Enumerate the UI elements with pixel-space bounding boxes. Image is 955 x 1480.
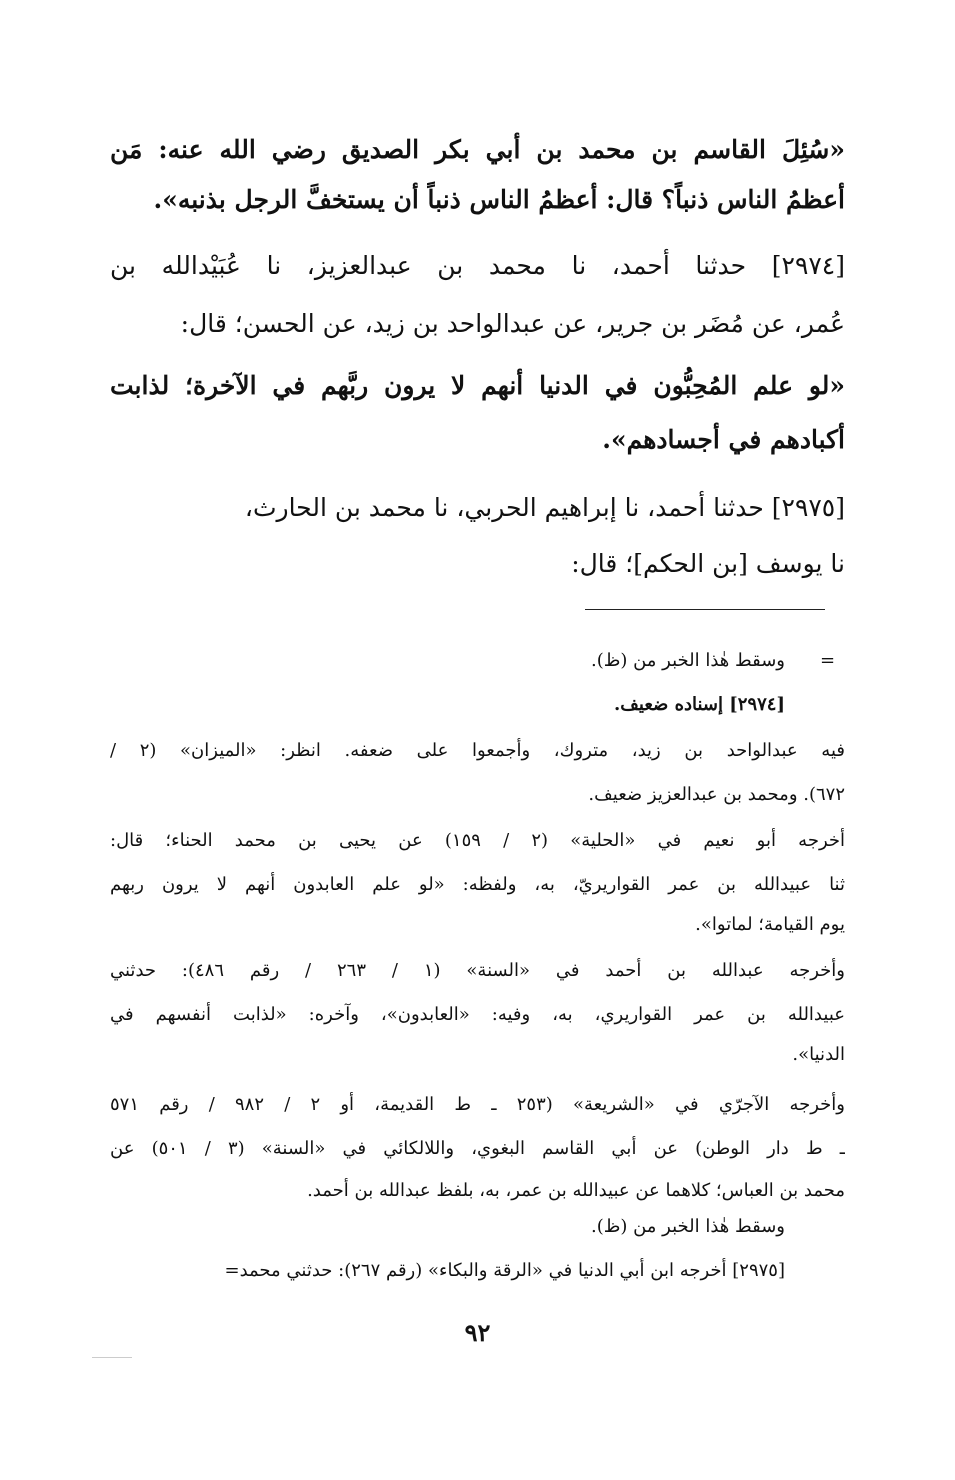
body-line-4: عُمر، عن مُضَر بن جرير، عن عبدالواحد بن زيد، عن الحسن؛ قال: (180, 309, 845, 338)
footnote-line-11: وأخرجه الآجرّي في «الشريعة» (٢٥٣ ـ ط القديمة، أو ٢ / ٩٨٢ / رقم ٥٧١ (110, 1094, 845, 1115)
footnote-line-10: الدنيا». (792, 1044, 845, 1065)
footnote-continuation-mark: = (820, 650, 836, 671)
body-line-5: «لو علم المُحِبُّون في الدنيا أنهم لا يرون ربَّهم في الآخرة؛ لذابت (110, 371, 845, 400)
page-number: ٩٢ (464, 1318, 491, 1347)
footnote-line-13: محمد بن العباس؛ كلاهما عن عبيدالله بن عمر، به، بلفظ عبدالله بن أحمد. (307, 1180, 845, 1201)
footnote-separator (585, 609, 825, 610)
body-line-3: [٢٩٧٤] حدثنا أحمد، نا محمد بن عبدالعزيز، نا عُبَيْدالله بن (110, 251, 845, 280)
footnote-line-12: ـ ط دار الوطن) عن أبي القاسم البغوي، واللالكائي في «السنة» (٣ / ٥٠١) عن (110, 1138, 845, 1159)
footnote-line-4: ٦٧٢). ومحمد بن عبدالعزيز ضعيف. (588, 784, 845, 805)
footnote-line-1: وسقط هٰذا الخبر من (ظ). (590, 650, 785, 671)
footnote-line-15: [٢٩٧٥] أخرجه ابن أبي الدنيا في «الرقة والبكاء» (رقم ٢٦٧): حدثني محمد= (224, 1260, 785, 1281)
body-line-8: نا يوسف [بن الحكم]؛ قال: (571, 549, 845, 578)
scan-mark (92, 1357, 132, 1358)
page (110, 0, 845, 1480)
footnote-line-7: يوم القيامة؛ لماتوا». (695, 914, 845, 935)
body-line-6: أكبادهم في أجسادهم». (602, 425, 845, 454)
footnote-line-14: وسقط هٰذا الخبر من (ظ). (590, 1216, 785, 1237)
footnote-line-9: عبيدالله بن عمر القواريري، به، وفيه: «العابدون»، وآخره: «لذابت أنفسهم في (110, 1004, 845, 1025)
footnote-line-5: أخرجه أبو نعيم في «الحلية» (٢ / ١٥٩) عن يحيى بن محمد الحناء؛ قال: (110, 830, 845, 851)
body-line-1: «سُئِلَ القاسم بن محمد بن أبي بكر الصديق رضي الله عنه: مَن (110, 135, 845, 164)
footnote-line-2: [٢٩٧٤] إسناده ضعيف. (614, 694, 785, 715)
body-line-7: [٢٩٧٥] حدثنا أحمد، نا إبراهيم الحربي، نا محمد بن الحارث، (244, 493, 845, 522)
footnote-line-6: ثنا عبيدالله بن عمر القواريريّ، به، ولفظه: «لو علم العابدون أنهم لا يرون ربهم (110, 874, 845, 895)
footnote-line-3: فيه عبدالواحد بن زيد، متروك، وأجمعوا على ضعفه. انظر: «الميزان» (٢ / (110, 740, 845, 761)
footnote-line-8: وأخرجه عبدالله بن أحمد في «السنة» (١ / ٢٦٣ / رقم ٤٨٦): حدثني (110, 960, 845, 981)
body-line-2: أعظمُ الناس ذنباً؟ قال: أعظمُ الناس ذنباً أن يستخفَّ الرجل بذنبه». (153, 185, 845, 214)
